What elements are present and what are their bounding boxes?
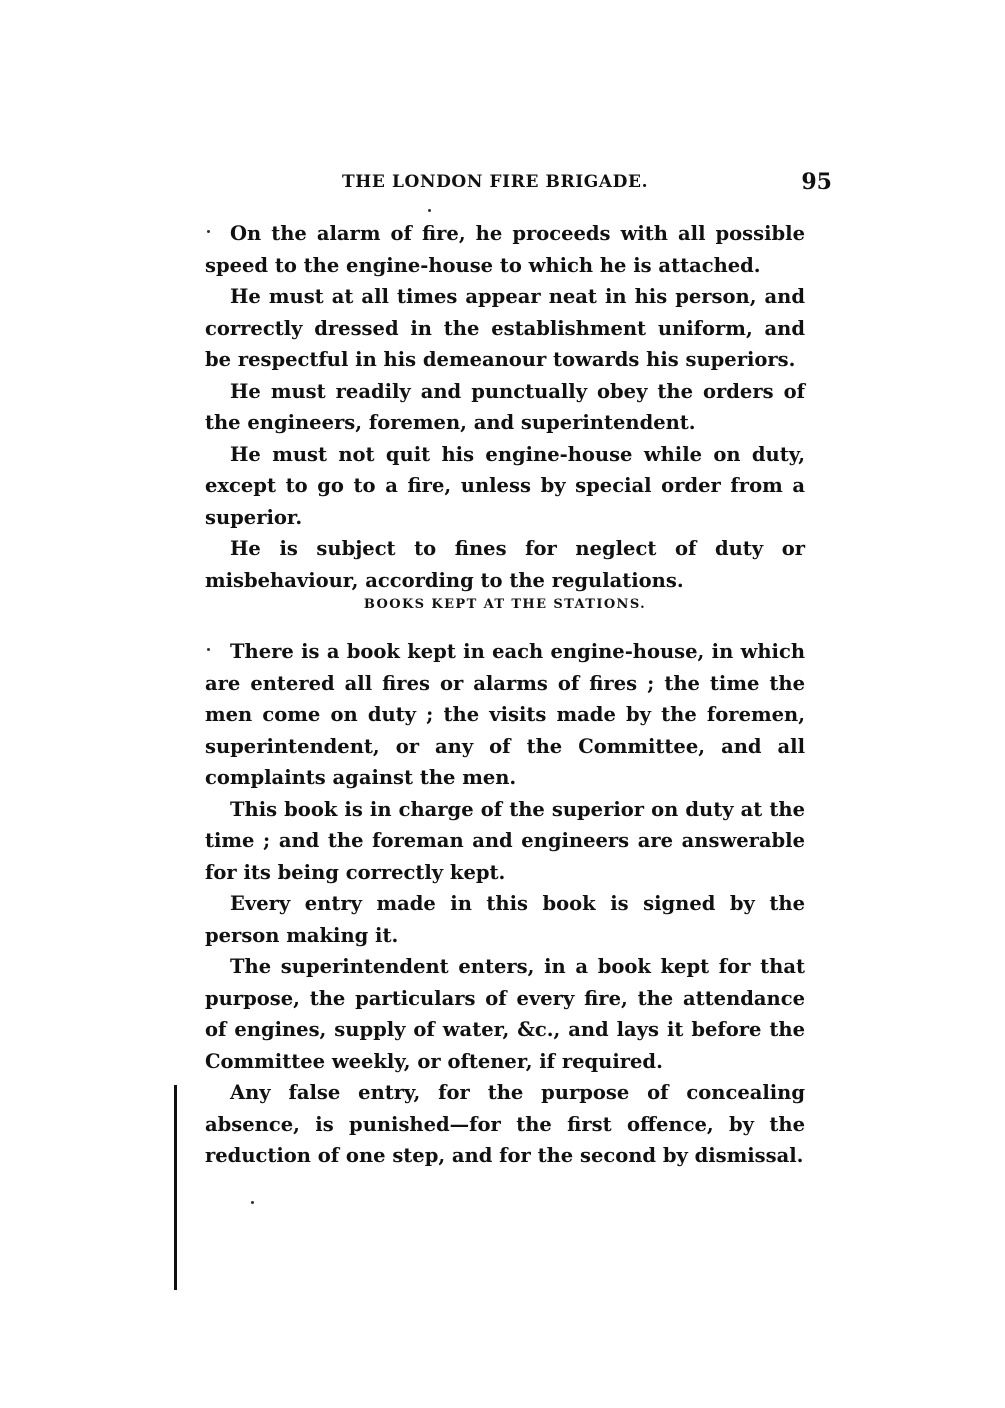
paragraph: There is a book kept in each engine-house, in which are entered all fires or alarms of fires ; the time the men come on duty ; the visits made by the foremen, superintendent, or any of the Committee, and all complaints against the men. — [205, 640, 805, 789]
text-block-duties — [205, 218, 805, 596]
paragraph: On the alarm of fire, he proceeds with all possible speed to the engine-house to which he is attached. — [205, 222, 805, 277]
paragraph: He must readily and punctually obey the orders of the engineers, foremen, and superintendent. — [205, 379, 805, 434]
section-heading: BOOKS KEPT AT THE STATIONS. — [363, 597, 647, 612]
print-speck — [428, 209, 431, 212]
text-block-books — [205, 636, 805, 1172]
paragraph: He is subject to fines for neglect of duty or misbehaviour, according to the regulations. — [205, 537, 805, 592]
paragraph: The superintendent enters, in a book kept for that purpose, the particulars of every fire, the attendance of engines, supply of water, &c., and lays it before the Committee weekly, or oftener, if required. — [205, 955, 805, 1073]
margin-rule-mark — [174, 1085, 177, 1290]
paragraph: This book is in charge of the superior on duty at the time ; and the foreman and engineers are answerable for its being correctly kept. — [205, 797, 805, 884]
print-speck — [207, 648, 210, 651]
paragraph: Any false entry, for the purpose of concealing absence, is punished—for the first offence, by the reduction of one step, and for the second by dismissal. — [205, 1081, 805, 1167]
paragraph: Every entry made in this book is signed by the person making it. — [205, 892, 805, 947]
running-title: THE LONDON FIRE BRIGADE. — [342, 172, 649, 192]
paragraph: He must not quit his engine-house while on duty, except to go to a fire, unless by special order from a superior. — [205, 442, 805, 529]
print-speck — [251, 1201, 254, 1204]
running-head — [342, 169, 832, 202]
print-speck — [207, 230, 210, 233]
page-number: 95 — [801, 169, 832, 195]
paragraph: He must at all times appear neat in his person, and correctly dressed in the establishment uniform, and be respectful in his demeanour towards his superiors. — [205, 285, 805, 371]
